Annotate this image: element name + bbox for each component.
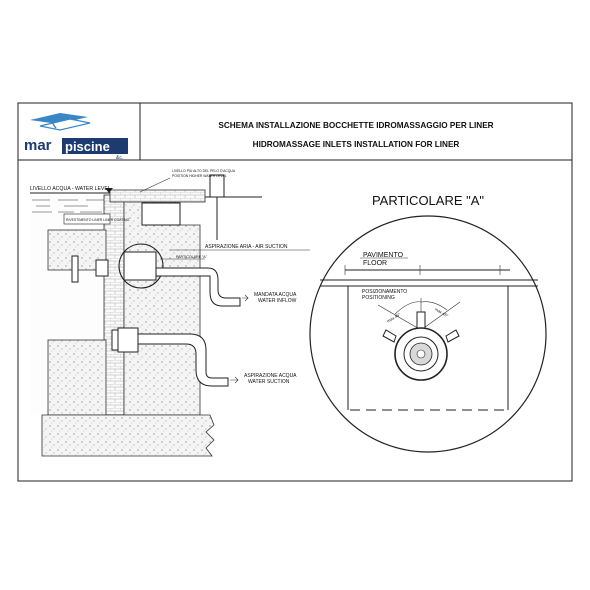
label-bed-note-1: LIVELLO PIU ALTO DEL PELO D'ACQUA [172, 169, 236, 173]
label-positioning-en: POSITIONING [362, 295, 395, 301]
label-water-suction-en: WATER SUCTION [248, 379, 290, 385]
label-liner-coating: RIVESTIMENTO LINER LINER COATING [66, 218, 130, 222]
label-angle-right: max 45° [434, 306, 450, 319]
label-water-inflow-it: MANDATA ACQUA [254, 292, 297, 298]
title-english: HIDROMASSAGE INLETS INSTALLATION FOR LINER [252, 140, 460, 149]
title-italian: SCHEMA INSTALLAZIONE BOCCHETTE IDROMASSAGGIO PER LINER [218, 121, 494, 130]
logo-brand-second: piscine [65, 139, 110, 154]
label-water-level: LIVELLO ACQUA - WATER LEVEL [30, 186, 111, 192]
label-angle-left: max 45° [386, 311, 402, 324]
label-particolare-small: PARTICOLARE "A" [176, 255, 207, 259]
label-positioning-it: POSIZIONAMENTO [362, 289, 408, 295]
detail-title: PARTICOLARE "A" [371, 193, 485, 208]
label-air-suction: ASPIRAZIONE ARIA - AIR SUCTION [205, 244, 288, 250]
label-floor-it: PAVIMENTO [363, 252, 404, 259]
base-slab [42, 415, 214, 456]
logo-brand-suffix: &c. [116, 155, 124, 161]
label-water-suction-it: ASPIRAZIONE ACQUA [244, 373, 297, 379]
label-floor-en: FLOOR [363, 260, 388, 267]
pool-wall [104, 195, 124, 415]
label-water-inflow-en: WATER INFLOW [258, 298, 297, 304]
backfill-ground [124, 195, 200, 415]
logo-brand-main: mar [24, 137, 52, 154]
label-bed-note-2: POSITION HIGHER WATER LEVEL [172, 174, 227, 178]
